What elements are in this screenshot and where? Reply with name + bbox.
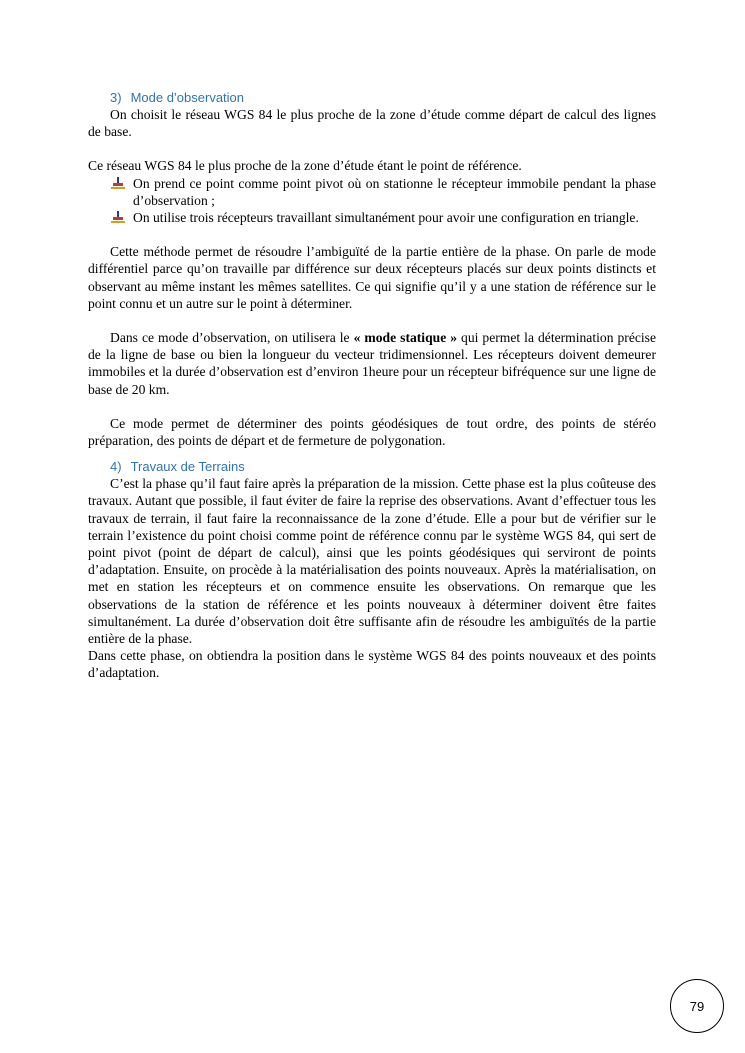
section-4-paragraph-1: C’est la phase qu’il faut faire après la préparation de la mission. Cette phase est la plus coûteuse des travaux. Autant que possible, il faut éviter de faire la reprise des observations. Avant d’effectuer tous les travaux de terrain, il faut faire la reconnaissance de la zone d’étude. Elle a pour but de vérifier sur le terrain l’existence du point choisi comme point de référence connu par le système WGS 84, qui sert de point pivot (point de départ de calcul), ainsi que les points géodésiques qui serviront de points d’adaptation. Ensuite, on procède à la matérialisation des points nouveaux. Après la matérialisation, on met en station les récepteurs et on commence ensuite les observations. On remarque que les observations de la station de référence et les points nouveaux à déterminer doivent être faites simultanément. La durée d’observation doit être suffisante afin de résoudre les ambiguïtés de la partie entière de la phase. [88, 476, 656, 647]
section-3-number: 3) [110, 90, 122, 105]
list-item [133, 209, 656, 226]
section-3-paragraph-2: Ce réseau WGS 84 le plus proche de la zone d’étude étant le point de référence. [88, 158, 522, 174]
section-3-paragraph-1: On choisit le réseau WGS 84 le plus proche de la zone d’étude comme départ de calcul des lignes de base. [88, 107, 656, 140]
section-3-heading [88, 89, 656, 106]
section-3-paragraph-4 [88, 329, 656, 398]
paragraph-text: qui permet la détermination précise de la ligne de base ou bien la longueur du vecteur tridimensionnel. Les récepteurs doivent demeurer immobiles et la durée d’observation est d’environ 1heure pour un récepteur bifréquence sur une ligne de base de 20 km. [88, 330, 656, 397]
arrow-bullet-icon [111, 211, 125, 224]
section-3-paragraph-3: Cette méthode permet de résoudre l’ambiguïté de la partie entière de la phase. On parle de mode différentiel parce qu’on travaille par différence sur deux récepteurs placés sur deux points distincts et observant au même instant les mêmes satellites. Ce qui signifie qu’il y a une station de référence sur le point connu et un autre sur le point à déterminer. [88, 244, 656, 311]
section-4-title: Travaux de Terrains [130, 459, 245, 475]
bullet-text: On prend ce point comme point pivot où on stationne le récepteur immobile pendant la phase d’observation ; [133, 175, 656, 208]
bullet-text: On utilise trois récepteurs travaillant simultanément pour avoir une configuration en triangle. [133, 210, 639, 226]
page-content [88, 89, 656, 682]
page-number: 79 [689, 998, 705, 1014]
section-4-heading [88, 458, 656, 475]
section-4-paragraph-2: Dans cette phase, on obtiendra la position dans le système WGS 84 des points nouveaux et des points d’adaptation. [88, 648, 656, 681]
bullet-list [88, 175, 656, 227]
section-3-paragraph-5: Ce mode permet de déterminer des points géodésiques de tout ordre, des points de stéréo préparation, des points de départ et de fermeture de polygonation. [88, 415, 656, 449]
paragraph-text: Dans ce mode d’observation, on utilisera le [110, 330, 350, 346]
mode-statique-term: « mode statique » [353, 330, 458, 346]
list-item [133, 175, 656, 209]
arrow-bullet-icon [111, 177, 125, 190]
section-3-title: Mode d’observation [130, 90, 245, 105]
page-number-badge [670, 979, 724, 1033]
section-4-number: 4) [110, 459, 122, 475]
